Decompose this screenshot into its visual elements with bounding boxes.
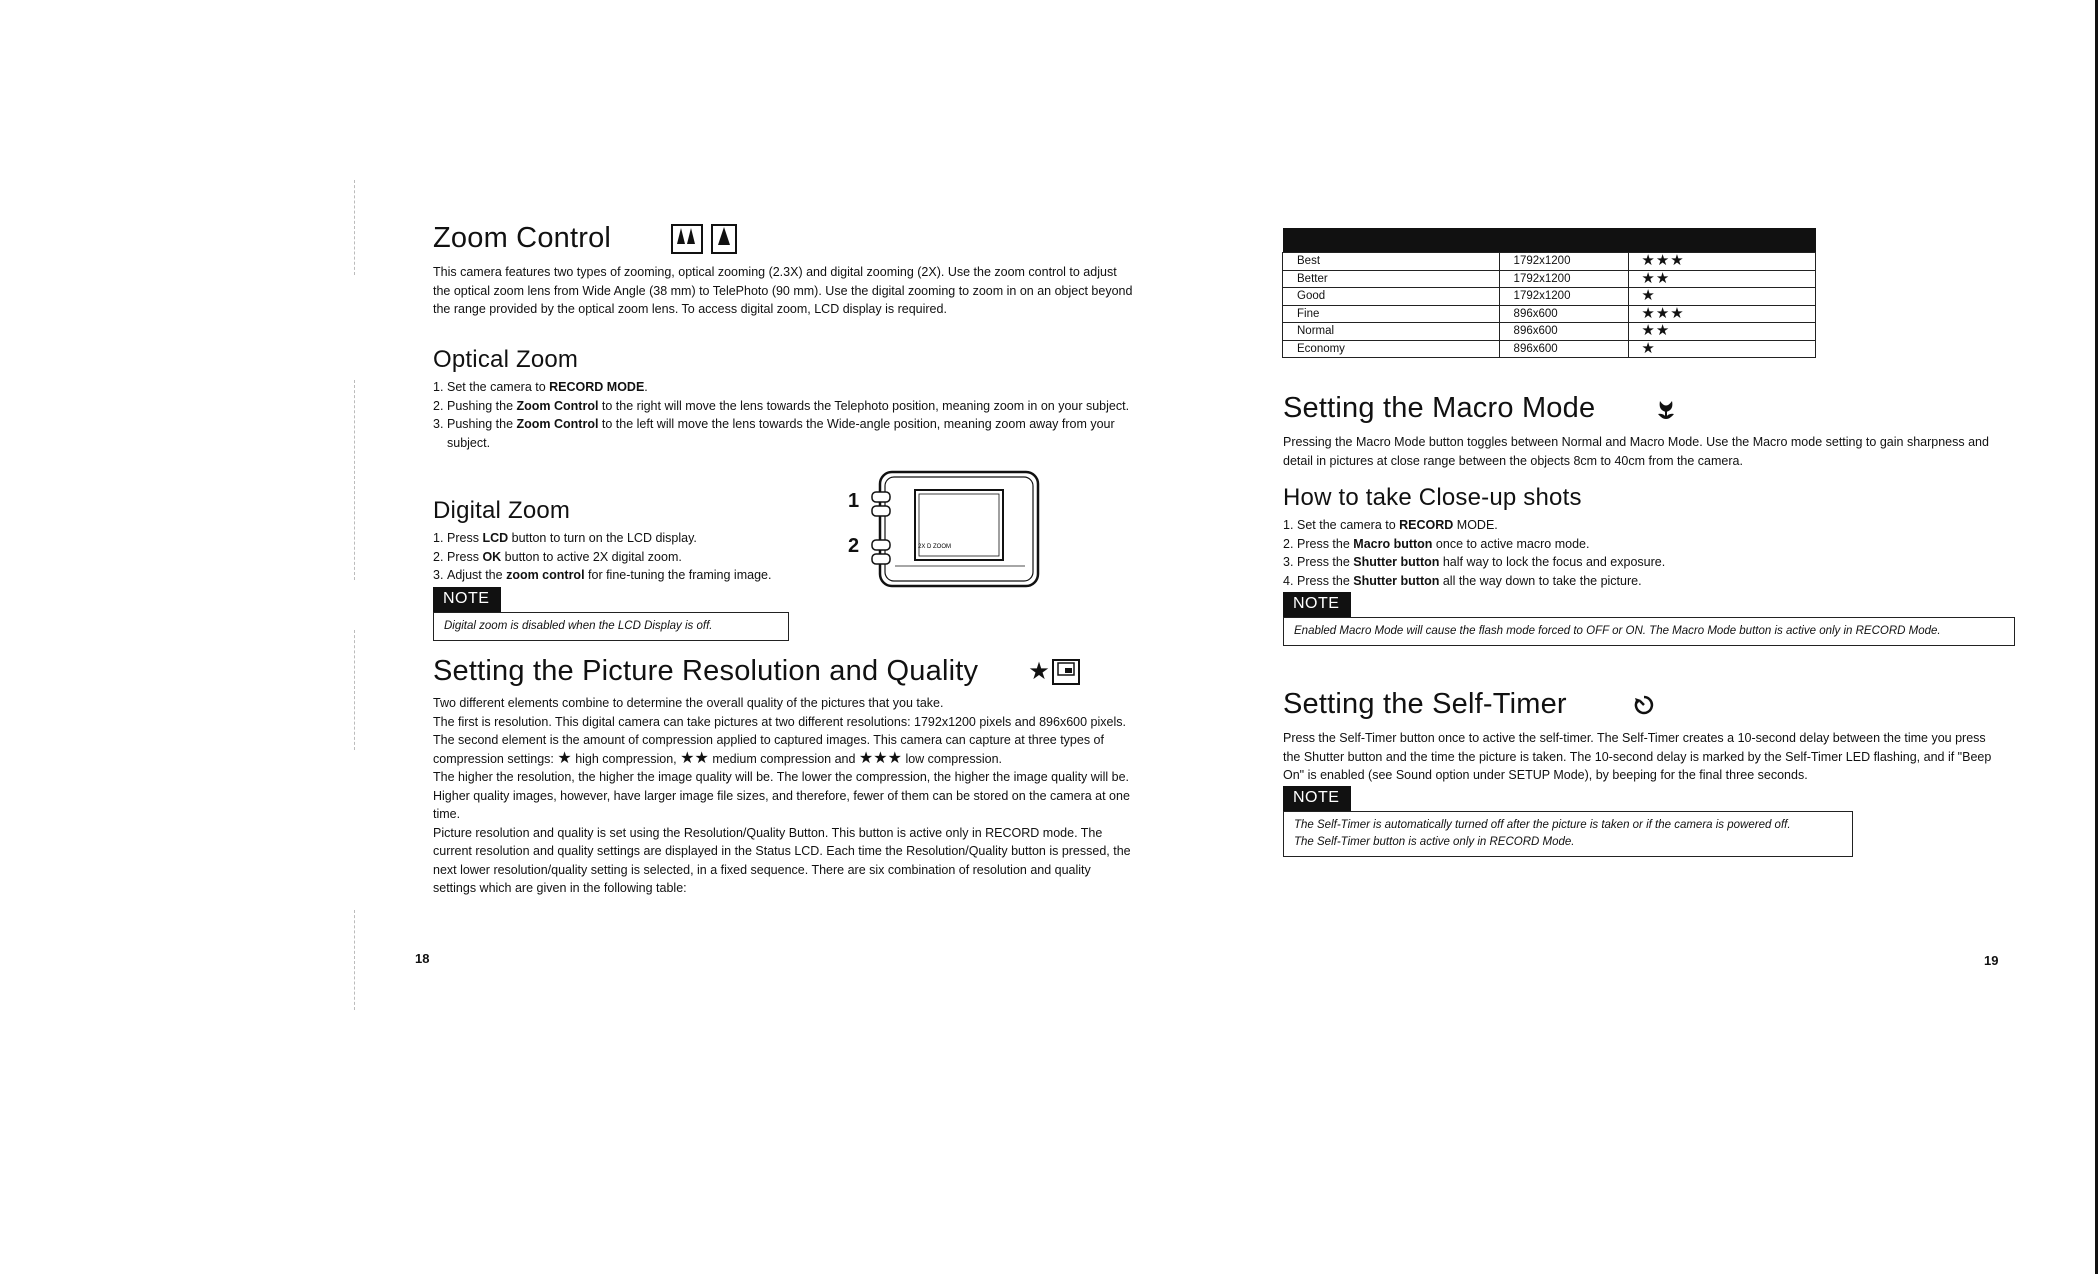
- resolution-section: [433, 655, 1133, 898]
- table-row: Better 1792x1200 ★★: [1283, 270, 1816, 288]
- note-text: Digital zoom is disabled when the LCD Display is off.: [433, 612, 789, 641]
- self-timer-note: [1283, 786, 1853, 857]
- paragraph: The higher the resolution, the higher the image quality will be. The lower the compression, the higher the image quality will be. Higher quality images, however, have larger image file sizes, and therefore, fewer of them can be stored on the camera at one time.: [433, 770, 1130, 821]
- list-item: 1. Press LCD button to turn on the LCD display.: [433, 531, 697, 545]
- digital-zoom-note: [433, 587, 789, 641]
- table-header: [1283, 228, 1816, 253]
- resolution-title: Setting the Picture Resolution and Quality: [433, 655, 979, 687]
- list-item: 2. Press the Macro button once to active macro mode.: [1283, 536, 1590, 551]
- zoom-control-title: Zoom Control: [433, 222, 612, 254]
- resolution-description: [433, 694, 1133, 898]
- list-item: 1. Set the camera to RECORD MODE.: [1283, 518, 1498, 532]
- list-item: 1. Set the camera to RECORD MODE.: [433, 380, 648, 394]
- resolution-quality-table: [1282, 228, 1816, 358]
- digital-zoom-section: [433, 497, 833, 585]
- diagram-screen-text: 2X D ZOOM: [918, 544, 952, 550]
- self-timer-title: Setting the Self-Timer: [1283, 688, 1567, 720]
- star-icon: ★: [557, 749, 572, 767]
- note-label: NOTE: [433, 587, 501, 612]
- page-edge: [2095, 0, 2098, 1274]
- table-row: Normal 896x600 ★★: [1283, 323, 1816, 341]
- diagram-label-1: 1: [848, 490, 860, 512]
- note-text: Enabled Macro Mode will cause the flash mode forced to OFF or ON. The Macro Mode button is active only in RECORD Mode.: [1283, 617, 2015, 646]
- zoom-control-section: [433, 222, 1133, 319]
- note-label: NOTE: [1283, 786, 1351, 811]
- digital-zoom-steps: [433, 529, 833, 585]
- macro-mode-section: [1283, 392, 2003, 470]
- page-number: 19: [1984, 953, 1999, 968]
- margin-rule: [354, 630, 355, 750]
- macro-flower-icon: [1655, 398, 1677, 420]
- self-timer-description: Press the Self-Timer button once to active the self-timer. The Self-Timer creates a 10-second delay between the time you press the Shutter button and the time the picture is taken. The 10-second delay is marked by the Self-Timer LED flashing, and if "Beep On" is enabled (see Sound option under SETUP Mode), by beeping for the final three seconds.: [1283, 731, 1992, 782]
- star-icon: ★★★: [858, 749, 902, 767]
- macro-mode-description: Pressing the Macro Mode button toggles between Normal and Macro Mode. Use the Macro mode setting to gain sharpness and detail in pictures at close range between the objects 8cm to 40cm from the camera.: [1283, 435, 1989, 468]
- macro-note: [1283, 592, 2015, 646]
- note-label: NOTE: [1283, 592, 1351, 617]
- wide-angle-icon: [671, 224, 703, 254]
- digital-zoom-title: Digital Zoom: [433, 497, 571, 524]
- paragraph: Two different elements combine to determine the overall quality of the pictures that you take.: [433, 696, 944, 710]
- optical-zoom-section: [433, 346, 1133, 452]
- paragraph: The first is resolution. This digital camera can take pictures at two different resolutions: 1792x1200 pixels and 896x600 pixels.: [433, 714, 1126, 729]
- self-timer-section: [1283, 688, 2003, 785]
- paragraph: The second element is the amount of compression applied to captured images. This camera can capture at three types of compression settings: ★ high compression, ★★ medium compression and ★★★ low compression.: [433, 733, 1104, 767]
- zoom-control-description: This camera features two types of zooming, optical zooming (2.3X) and digital zooming (2X). Use the zoom control to adjust the optical zoom lens from Wide Angle (38 mm) to TelePhoto (90 mm). Use the digital zooming to zoom in on an object beyond the range provided by the optical zoom lens. To access digital zoom, LCD display is required.: [433, 265, 1133, 316]
- list-item: 3. Press the Shutter button half way to lock the focus and exposure.: [1283, 555, 1666, 569]
- star-icon: ★: [1028, 658, 1050, 685]
- list-item: 3. Adjust the zoom control for fine-tuning the framing image.: [433, 568, 772, 582]
- resolution-quality-icon: [1052, 659, 1080, 685]
- table-row: Good 1792x1200 ★: [1283, 288, 1816, 306]
- paragraph: Picture resolution and quality is set using the Resolution/Quality Button. This button is active only in RECORD mode. The current resolution and quality settings are displayed in the Status LCD. Each time the Resolution/Quality button is pressed, the next lower resolution/quality setting is selected, in a fixed sequence. There are six combination of resolution and quality settings which are given in the following table:: [433, 825, 1131, 895]
- self-timer-icon: [1633, 694, 1655, 716]
- table-row: Best 1792x1200 ★★★: [1283, 253, 1816, 271]
- right-page: [1250, 0, 2100, 1274]
- telephoto-icon: [711, 224, 737, 254]
- closeup-steps: [1283, 516, 2003, 590]
- page-number: 18: [415, 951, 430, 966]
- table-row: Fine 896x600 ★★★: [1283, 305, 1816, 323]
- list-item: 2. Pushing the Zoom Control to the right will move the lens towards the Telephoto position, meaning zoom in on your subject.: [433, 398, 1130, 413]
- margin-rule: [354, 380, 355, 580]
- diagram-label-2: 2: [848, 535, 860, 557]
- list-item: 2. Press OK button to active 2X digital zoom.: [433, 549, 682, 564]
- closeup-section: [1283, 484, 2003, 590]
- optical-zoom-title: Optical Zoom: [433, 346, 579, 373]
- optical-zoom-steps: [433, 378, 1133, 452]
- margin-rule: [354, 180, 355, 275]
- closeup-title: How to take Close-up shots: [1283, 484, 1582, 511]
- table-row: Economy 896x600 ★: [1283, 340, 1816, 358]
- lcd-camera-diagram: [870, 470, 1040, 590]
- star-icon: ★★: [680, 749, 709, 767]
- note-text: The Self-Timer is automatically turned off after the picture is taken or if the camera is powered off. The Self-Timer button is active only in RECORD Mode.: [1283, 811, 1853, 857]
- margin-rule: [354, 910, 355, 1010]
- macro-mode-title: Setting the Macro Mode: [1283, 392, 1596, 424]
- list-item: 3. Pushing the Zoom Control to the left will move the lens towards the Wide-angle position, meaning zoom away from your subject.: [433, 417, 1115, 450]
- list-item: 4. Press the Shutter button all the way down to take the picture.: [1283, 573, 1642, 588]
